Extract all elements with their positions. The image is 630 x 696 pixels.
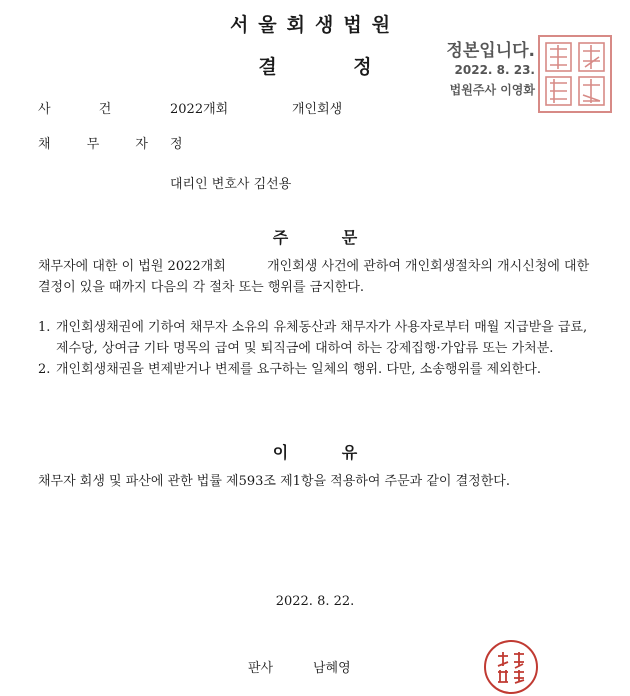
reason-heading: 이 유 [272,443,358,462]
judge-seal-icon [484,640,538,694]
case-label: 사 건 [38,102,134,117]
list-item-text: 개인회생채권에 기하여 채무자 소유의 유체동산과 채무자가 사용자로부터 매월 지급받을 급료, 제수당, 상여금 기타 명목의 급여 및 퇴직금에 대하여 하는 강제집행·가압류 또는 가처분. [56,320,588,356]
court-name: 서울회생법원 [229,14,401,36]
document-title: 결 정 [258,56,372,78]
list-item [38,317,590,359]
list-item-text: 개인회생채권을 변제받거나 변제를 요구하는 일체의 행위. 다만, 소송행위를 제외한다. [56,362,541,377]
decision-date: 2022. 8. 22. [275,594,355,609]
order-list [38,317,590,380]
reason-text: 채무자 회생 및 파산에 관한 법률 제593조 제1항을 적용하여 주문과 같이 결정한다. [38,474,510,489]
list-item-number: 1. [38,320,51,335]
debtor-agent: 대리인 변호사 김선용 [170,177,292,192]
list-item-number: 2. [38,362,51,377]
certification-date: 2022. 8. 23. [454,63,535,77]
debtor-name: 정 [170,137,183,152]
order-heading: 주 문 [272,228,358,247]
court-seal-stamp-icon [538,35,612,113]
judge-name: 남혜영 [313,661,351,676]
list-item [38,359,590,380]
case-type: 개인회생 [292,102,343,117]
judge-title: 판사 [248,661,274,676]
case-number: 2022개회 [170,102,229,117]
certifying-clerk: 법원주사 이영화 [449,83,535,97]
order-intro: 채무자에 대한 이 법원 2022개회 개인회생 사건에 관하여 개인회생절차의 개시신청에 대한 결정이 있을 때까지 다음의 각 절차 또는 행위를 금지한다. [38,259,594,295]
certified-copy-stamp: 정본입니다. [446,41,535,61]
debtor-label: 채 무 자 [38,137,164,152]
